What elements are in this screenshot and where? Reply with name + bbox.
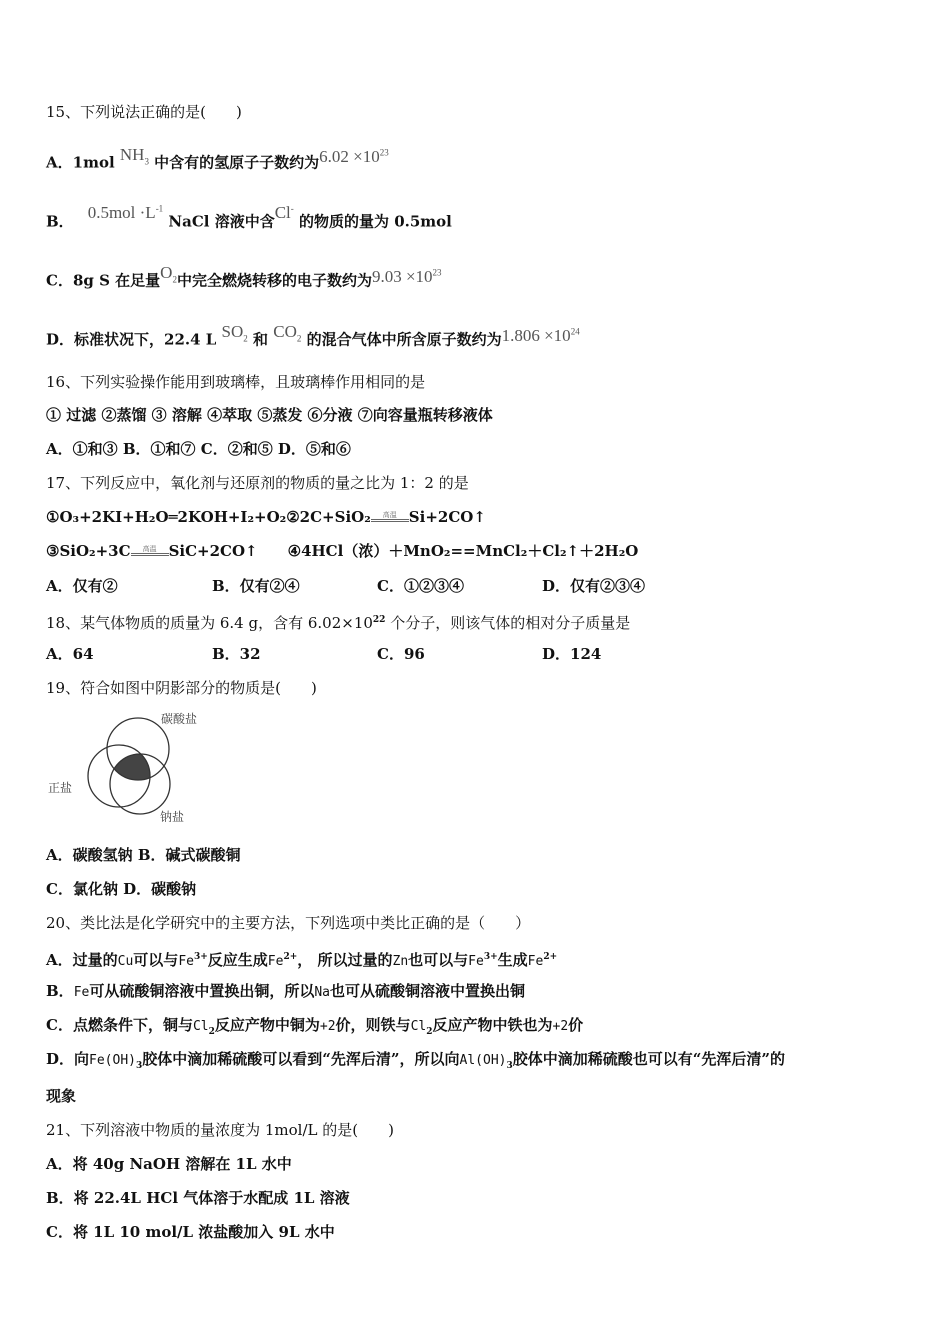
q15-option-d: D．标准状况下，22.4 L $SO_2$ 和 $CO_2$ 的混合气体中所含原子数约为$1.806 \times 10^{24}$: [46, 321, 580, 349]
q20-stem: 20、类比法是化学研究中的主要方法，下列选项中类比正确的是（ ）: [46, 914, 531, 932]
q20-option-d: D．向$Fe(OH)_3$胶体中滴加稀硫酸可以看到“先浑后清”，所以向$Al(OH)_3$胶体中滴加稀硫酸也可以有“先浑后清”的: [46, 1050, 786, 1071]
venn-label-sodium: 钠盐: [160, 810, 185, 824]
venn-label-carbonate: 碳酸盐: [161, 712, 198, 726]
venn-diagram: [44, 704, 214, 828]
q21-option-a: A．将 40g NaOH 溶解在 1L 水中: [46, 1155, 292, 1173]
q18-options: A．64 B．32 C．96 D．124: [46, 645, 602, 663]
q15-stem: 15、下列说法正确的是( ): [46, 103, 242, 121]
high-temp-condition: 高温: [371, 511, 409, 525]
q18-stem: 18、某气体物质的质量为 6.4 g，含有 $6.02\times 10^{22}$ 个分子，则该气体的相对分子质量是: [46, 614, 631, 632]
q19-stem: 19、符合如图中阴影部分的物质是( ): [46, 679, 317, 697]
q16-stem: 16、下列实验操作能用到玻璃棒，且玻璃棒作用相同的是: [46, 373, 426, 391]
q16-options: A．①和③ B．①和⑦ C．②和⑤ D．⑤和⑥: [46, 440, 351, 458]
q21-option-c: C．将 1L 10 mol/L 浓盐酸加入 9L 水中: [46, 1223, 335, 1241]
q21-option-b: B．将 22.4L HCl 气体溶于水配成 1L 溶液: [46, 1189, 350, 1207]
q20-option-c: C．点燃条件下，铜与$Cl_2$反应产物中铜为+2价，则铁与$Cl_2$反应产物中铁也为+2价: [46, 1016, 584, 1037]
q16-items: ① 过滤 ②蒸馏 ③ 溶解 ④萃取 ⑤蒸发 ⑥分液 ⑦向容量瓶转移液体: [46, 406, 493, 424]
q19-options-ab: A．碳酸氢钠 B．碱式碳酸铜: [46, 846, 241, 864]
q20-option-a: A．过量的Cu可以与$Fe^{3+}$反应生成$Fe^{2+}$， 所以过量的Zn也可以与$Fe^{3+}$生成$Fe^{2+}$: [46, 951, 558, 969]
q20-option-d-continued: 现象: [46, 1087, 77, 1105]
q15-option-c: C．8g S 在足量$O_2$中完全燃烧转移的电子数约为$9.03 \times 10^{23}$: [46, 262, 442, 290]
q21-stem: 21、下列溶液中物质的量浓度为 1mol/L 的是( ): [46, 1121, 394, 1139]
venn-label-normal-salt: 正盐: [48, 781, 73, 795]
q15-option-a: A．1mol $NH_3$ 中含有的氢原子子数约为$6.02 \times 10^{23}$: [46, 144, 389, 172]
q17-stem: 17、下列反应中，氧化剂与还原剂的物质的量之比为 1：2 的是: [46, 474, 469, 492]
high-temp-condition: 高温: [131, 545, 169, 559]
q19-options-cd: C．氯化钠 D．碳酸钠: [46, 880, 197, 898]
q17-reactions-3-4: ③SiO₂+3C 高温 SiC+2CO↑ ④4HCl（浓）＋MnO₂==MnCl₂＋Cl₂↑＋2H₂O: [46, 542, 639, 560]
q20-option-b: B．Fe可从硫酸铜溶液中置换出铜，所以Na也可从硫酸铜溶液中置换出铜: [46, 982, 526, 1000]
q15-option-b: B． $0.5mol \cdot L^{-1}$ NaCl 溶液中含Cl- 的物质的量为 0.5mol: [46, 202, 452, 231]
q17-reactions-1-2: ①O₃+2KI+H₂O═2KOH+I₂+O₂②2C+SiO₂ 高温 Si+2CO↑: [46, 508, 486, 526]
q17-options: A．仅有② B．仅有②④ C．①②③④ D．仅有②③④: [46, 577, 646, 595]
